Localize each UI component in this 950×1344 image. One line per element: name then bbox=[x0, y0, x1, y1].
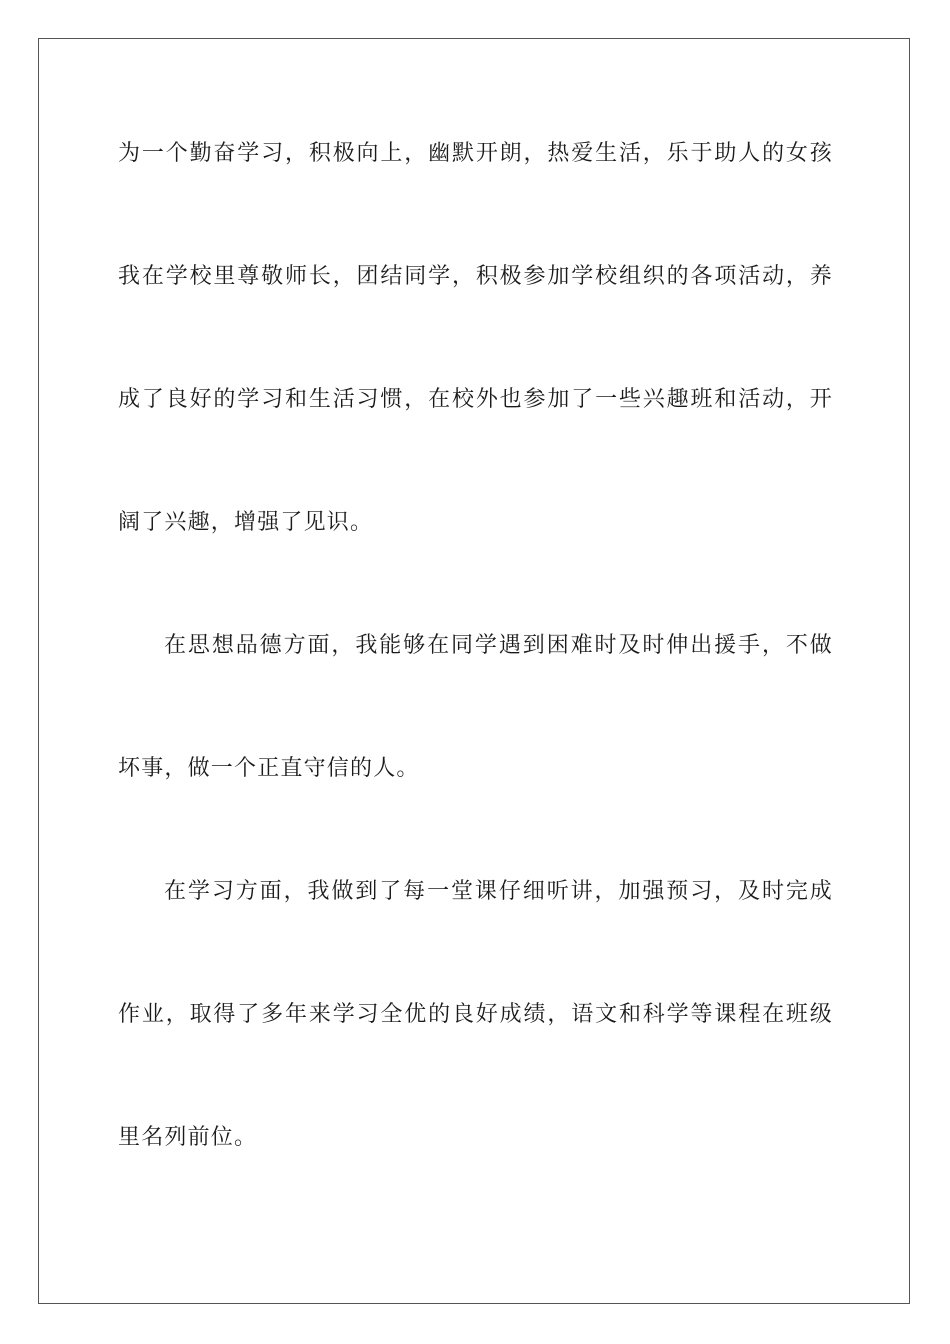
text-line-7: 在学习方面，我做到了每一堂课仔细听讲，加强预习，及时完成 bbox=[164, 879, 833, 904]
text-line-2: 我在学校里尊敬师长，团结同学，积极参加学校组织的各项活动，养 bbox=[118, 264, 833, 289]
text-line-4: 阔了兴趣，增强了见识。 bbox=[118, 510, 374, 535]
text-line-3: 成了良好的学习和生活习惯，在校外也参加了一些兴趣班和活动，开 bbox=[118, 387, 833, 412]
page-border bbox=[38, 38, 910, 1304]
text-line-9: 里名列前位。 bbox=[118, 1125, 258, 1150]
text-line-6: 坏事，做一个正直守信的人。 bbox=[118, 756, 420, 781]
text-line-1: 为一个勤奋学习，积极向上，幽默开朗，热爱生活，乐于助人的女孩 bbox=[118, 141, 833, 166]
text-line-5: 在思想品德方面，我能够在同学遇到困难时及时伸出援手，不做 bbox=[164, 633, 833, 658]
text-line-8: 作业，取得了多年来学习全优的良好成绩，语文和科学等课程在班级 bbox=[118, 1002, 833, 1027]
